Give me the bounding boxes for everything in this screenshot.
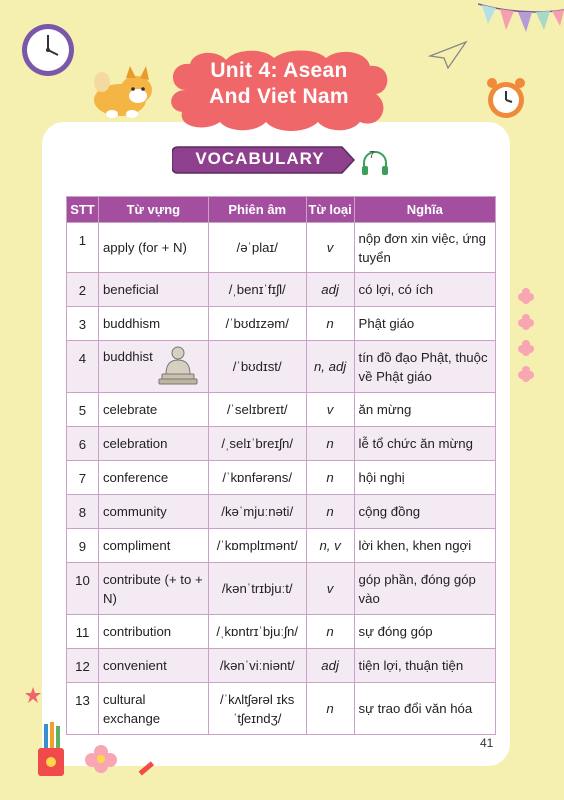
table-row [67,649,496,683]
table-row [67,223,496,273]
cell-word: beneficial [98,273,208,307]
cell-word: celebration [98,427,208,461]
cell-pos: adj [306,273,354,307]
buddha-statue-icon [158,344,198,386]
cell-ipa: /əˈplaɪ/ [208,223,306,273]
cell-stt: 12 [67,649,99,683]
cell-stt: 8 [67,495,99,529]
cell-ipa: /ˈbʊdɪst/ [208,341,306,393]
header-meaning: Nghĩa [354,197,495,223]
cell-stt: 2 [67,273,99,307]
cell-stt: 11 [67,615,99,649]
pencil-icon [134,756,158,780]
cell-pos: v [306,223,354,273]
cell-pos: n, adj [306,341,354,393]
cell-ipa: /kənˈtrɪbjuːt/ [208,563,306,615]
cell-word: contribute (+ to + N) [98,563,208,615]
unit-title-line1: Unit 4: Asean [210,59,348,82]
cell-stt: 1 [67,223,99,273]
cell-pos: n [306,495,354,529]
table-row [67,529,496,563]
cell-ipa: /ˈkʌltʃərəl ɪksˈtʃeɪndʒ/ [208,683,306,735]
cell-ipa: /kənˈviːniənt/ [208,649,306,683]
table-row [67,341,496,393]
cell-pos: n [306,615,354,649]
table-header-row [67,197,496,223]
cell-meaning: lễ tổ chức ăn mừng [354,427,495,461]
cell-ipa: /ˈkɒnfərəns/ [208,461,306,495]
flower-icon [518,340,534,356]
cell-word: compliment [98,529,208,563]
unit-title [166,58,392,110]
table-row [67,307,496,341]
cell-pos: n [306,307,354,341]
cell-pos: v [306,393,354,427]
section-label: VOCABULARY [195,149,325,168]
header-stt: STT [67,197,99,223]
pencil-cup-icon [34,722,68,778]
cell-meaning: Phật giáo [354,307,495,341]
cell-ipa: /ˈselɪbreɪt/ [208,393,306,427]
cell-meaning: ăn mừng [354,393,495,427]
cell-pos: n [306,461,354,495]
cell-word: celebrate [98,393,208,427]
flower-icon [518,288,534,304]
cell-ipa: /ˌbenɪˈfɪʃl/ [208,273,306,307]
wall-clock-icon [20,22,76,78]
cell-stt: 5 [67,393,99,427]
cell-ipa: /ˈbʊdɪzəm/ [208,307,306,341]
cell-pos: n [306,427,354,461]
unit-title-line2: And Viet Nam [209,85,349,108]
cell-word: conference [98,461,208,495]
cell-pos: adj [306,649,354,683]
cell-meaning: nộp đơn xin việc, ứng tuyển [354,223,495,273]
cell-word: buddhism [98,307,208,341]
alarm-clock-icon [482,74,530,122]
table-row [67,273,496,307]
table-row [67,563,496,615]
table-row [67,461,496,495]
cell-pos: v [306,563,354,615]
cell-meaning: có lợi, có ích [354,273,495,307]
cell-stt: 9 [67,529,99,563]
shiba-dog-icon [86,52,166,124]
page-number: 41 [480,736,494,750]
audio-track-number: 7 [369,150,375,161]
cell-meaning: cộng đồng [354,495,495,529]
flower-icon [518,366,534,382]
cell-word: community [98,495,208,529]
cell-word: contribution [98,615,208,649]
header-ipa: Phiên âm [208,197,306,223]
cell-ipa: /ˌselɪˈbreɪʃn/ [208,427,306,461]
cell-meaning: sự trao đổi văn hóa [354,683,495,735]
cell-word: cultural exchange [98,683,208,735]
cell-stt: 7 [67,461,99,495]
cell-ipa: /ˌkɒntrɪˈbjuːʃn/ [208,615,306,649]
header-pos: Từ loại [306,197,354,223]
cell-meaning: tín đồ đạo Phật, thuộc về Phật giáo [354,341,495,393]
paper-plane-icon [428,40,468,70]
table-row [67,495,496,529]
pink-flower-icon [84,744,118,780]
table-row [67,615,496,649]
cell-stt: 10 [67,563,99,615]
cell-meaning: hội nghị [354,461,495,495]
table-row [67,683,496,735]
header-word: Từ vựng [98,197,208,223]
cell-stt: 13 [67,683,99,735]
cell-ipa: /kəˈmjuːnəti/ [208,495,306,529]
cell-word: buddhist [98,341,208,393]
cell-meaning: lời khen, khen ngợi [354,529,495,563]
cell-stt: 3 [67,307,99,341]
flower-icon [518,314,534,330]
cell-word: apply (for + N) [98,223,208,273]
cell-ipa: /ˈkɒmplɪmənt/ [208,529,306,563]
cell-meaning: góp phần, đóng góp vào [354,563,495,615]
cell-stt: 6 [67,427,99,461]
cell-meaning: sự đóng góp [354,615,495,649]
table-row [67,393,496,427]
cell-pos: n, v [306,529,354,563]
vocabulary-table [66,196,496,735]
headphones-icon[interactable] [360,148,390,178]
bunting-flags-icon [478,0,564,46]
cell-word: convenient [98,649,208,683]
star-icon [24,686,42,704]
table-row [67,427,496,461]
cell-meaning: tiện lợi, thuận tiện [354,649,495,683]
cell-pos: n [306,683,354,735]
cell-stt: 4 [67,341,99,393]
